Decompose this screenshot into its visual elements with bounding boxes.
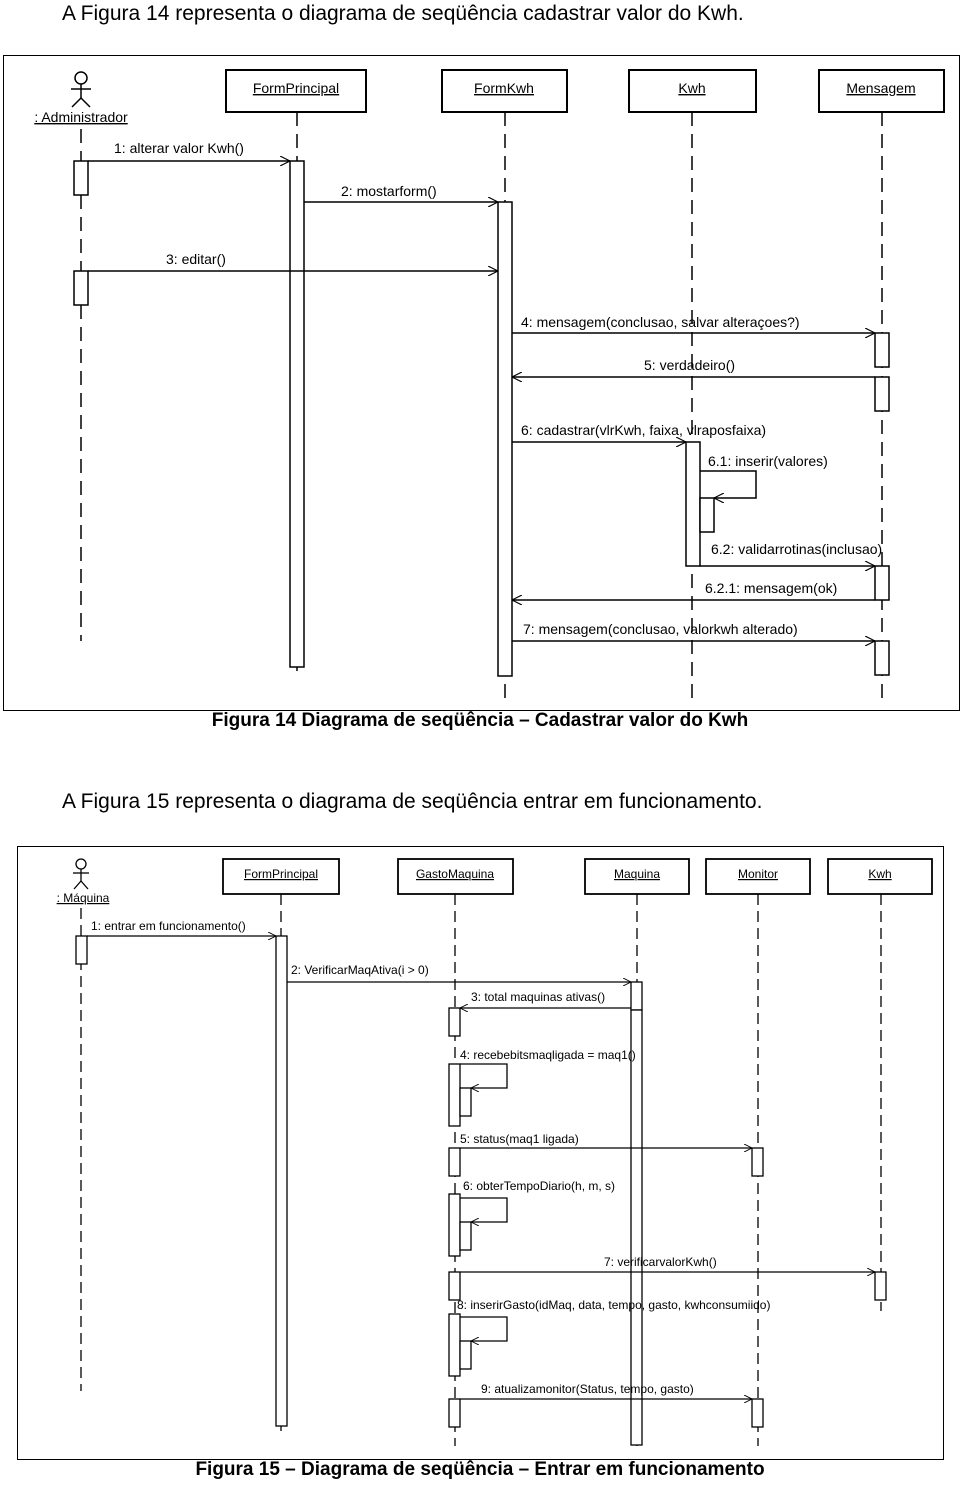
object-maquina [585,859,689,894]
message-label-7: 7: mensagem(conclusao, valorkwh alterado) [523,621,798,637]
message-arrow-6-1 [700,471,756,498]
message-label-7: 7: verificarvalorKwh() [604,1255,717,1269]
object-mensagem [819,70,944,112]
message-label-6-1: 6.1: inserir(valores) [708,453,828,469]
message-label-4: 4: mensagem(conclusao, salvar alteraçoes?) [521,314,800,330]
actor-maquina [73,859,89,889]
intro-figure-14: A Figura 14 representa o diagrama de seqüência cadastrar valor do Kwh. [62,2,744,25]
object-formkwh [442,70,567,112]
object-gastomaquina [398,859,513,894]
object-kwh [629,70,756,112]
object-formprincipal [223,859,339,894]
object-label: FormPrincipal [243,867,319,881]
caption-figure-14: Figura 14 Diagrama de seqüência – Cadastrar valor do Kwh [211,710,749,731]
caption-figure-15: Figura 15 – Diagrama de seqüência – Entrar em funcionamento [195,1459,765,1480]
object-label: Mensagem [846,80,916,96]
message-label-6: 6: obterTempoDiario(h, m, s) [463,1179,616,1193]
object-label: Maquina [613,867,661,881]
object-formprincipal [226,70,366,112]
message-arrow-8 [460,1317,507,1341]
message-label-6-2-1: 6.2.1: mensagem(ok) [705,580,838,596]
message-label-3: 3: editar() [166,251,226,267]
object-label: FormKwh [474,80,534,96]
object-label: Kwh [868,867,892,881]
message-label-2: 2: mostarform() [341,183,437,199]
sequence-diagram-cadastrar-kwh [3,55,960,711]
activation-bars [74,161,889,676]
object-label: FormPrincipal [252,80,340,96]
object-label: Monitor [737,867,779,881]
message-label-4: 4: recebebitsmaqligada = maq1() [460,1048,636,1062]
actor-administrador [71,72,91,107]
actor-label: : Máquina [56,891,110,905]
message-label-2: 2: VerificarMaqAtiva(i > 0) [291,963,429,977]
object-label: GastoMaquina [415,867,495,881]
actor-label: : Administrador [34,109,128,125]
message-label-5: 5: verdadeiro() [644,357,736,373]
message-label-3: 3: total maquinas ativas() [471,990,606,1004]
intro-figure-15: A Figura 15 representa o diagrama de seqüência entrar em funcionamento. [62,790,763,813]
object-kwh [828,859,932,894]
message-label-5: 5: status(maq1 ligada) [460,1132,579,1146]
message-label-1: 1: alterar valor Kwh() [114,140,244,156]
object-monitor [706,859,810,894]
message-arrow-4 [460,1064,507,1088]
message-label-9: 9: atualizamonitor(Status, tempo, gasto) [481,1382,694,1396]
message-label-1: 1: entrar em funcionamento() [91,919,246,933]
object-label: Kwh [678,80,706,96]
lifelines [81,112,882,701]
message-label-8: 8: inserirGasto(idMaq, data, tempo, gasto, kwhconsumiido) [457,1298,771,1312]
message-label-6-2: 6.2: validarrotinas(inclusao) [711,541,883,557]
message-arrow-6 [460,1198,507,1222]
message-label-6: 6: cadastrar(vlrKwh, faixa, vlraposfaixa) [521,422,767,438]
sequence-diagram-entrar-funcionamento [17,846,944,1460]
